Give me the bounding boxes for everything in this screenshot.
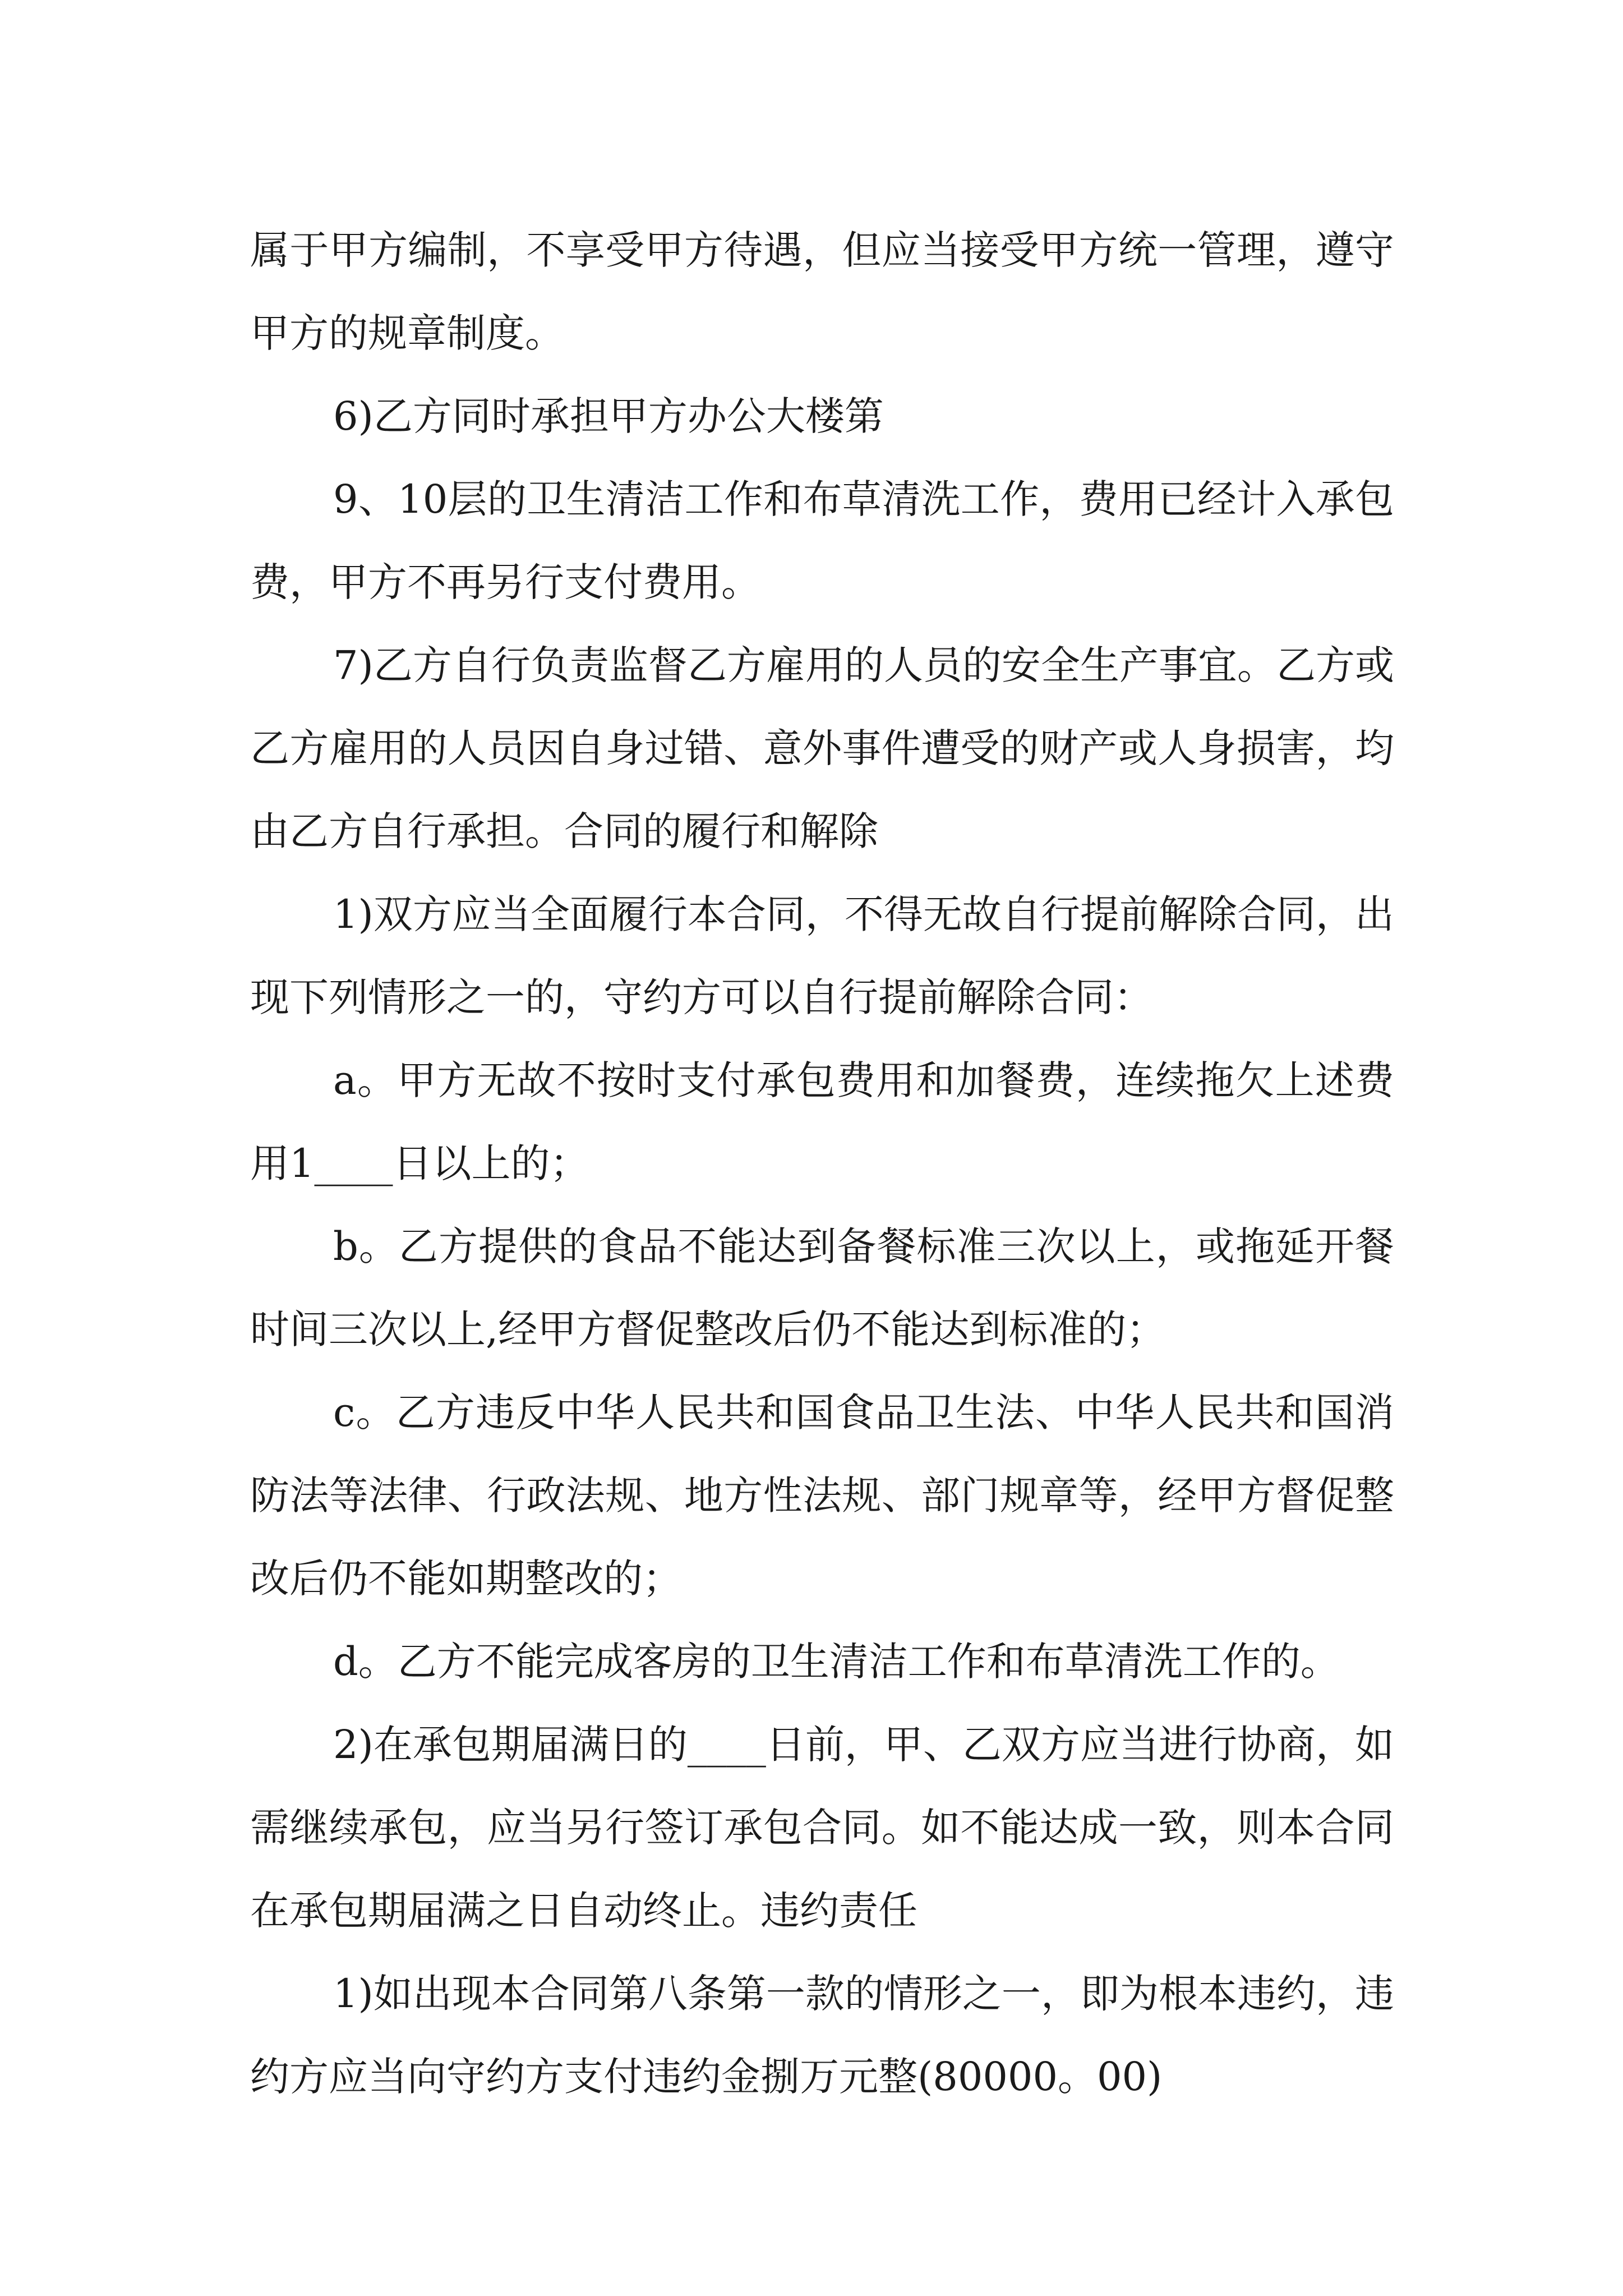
paragraph-1: 属于甲方编制，不享受甲方待遇，但应当接受甲方统一管理，遵守甲方的规章制度。 [250,227,1394,356]
paragraph-4: 7)乙方自行负责监督乙方雇用的人员的安全生产事宜。乙方或乙方雇用的人员因自身过错、意外事件遭受的财产或人身损害，均由乙方自行承担。合同的履行和解除 [250,642,1394,854]
paragraph-11: 1)如出现本合同第八条第一款的情形之一，即为根本违约，违约方应当向守约方支付违约金捌万元整(80000。00) [250,1971,1394,2100]
paragraph-5: 1)双方应当全面履行本合同，不得无故自行提前解除合同，出现下列情形之一的，守约方可以自行提前解除合同： [250,891,1394,1020]
paragraph-6: a。甲方无故不按时支付承包费用和加餐费，连续拖欠上述费用1____日以上的； [250,1057,1394,1186]
paragraph-8: c。乙方违反中华人民共和国食品卫生法、中华人民共和国消防法等法律、行政法规、地方性法规、部门规章等，经甲方督促整改后仍不能如期整改的； [250,1389,1394,1602]
paragraph-10: 2)在承包期届满日的____日前，甲、乙双方应当进行协商，如需继续承包，应当另行签订承包合同。如不能达成一致，则本合同在承包期届满之日自动终止。违约责任 [250,1722,1394,1934]
paragraph-2: 6)乙方同时承担甲方办公大楼第 [333,393,884,439]
paragraph-3: 9、10层的卫生清洁工作和布草清洗工作，费用已经计入承包费，甲方不再另行支付费用。 [250,476,1394,605]
document-body [250,209,1394,2118]
paragraph-9: d。乙方不能完成客房的卫生清洁工作和布草清洗工作的。 [333,1639,1340,1685]
paragraph-7: b。乙方提供的食品不能达到备餐标准三次以上，或拖延开餐时间三次以上,经甲方督促整改后仍不能达到标准的； [250,1223,1394,1352]
